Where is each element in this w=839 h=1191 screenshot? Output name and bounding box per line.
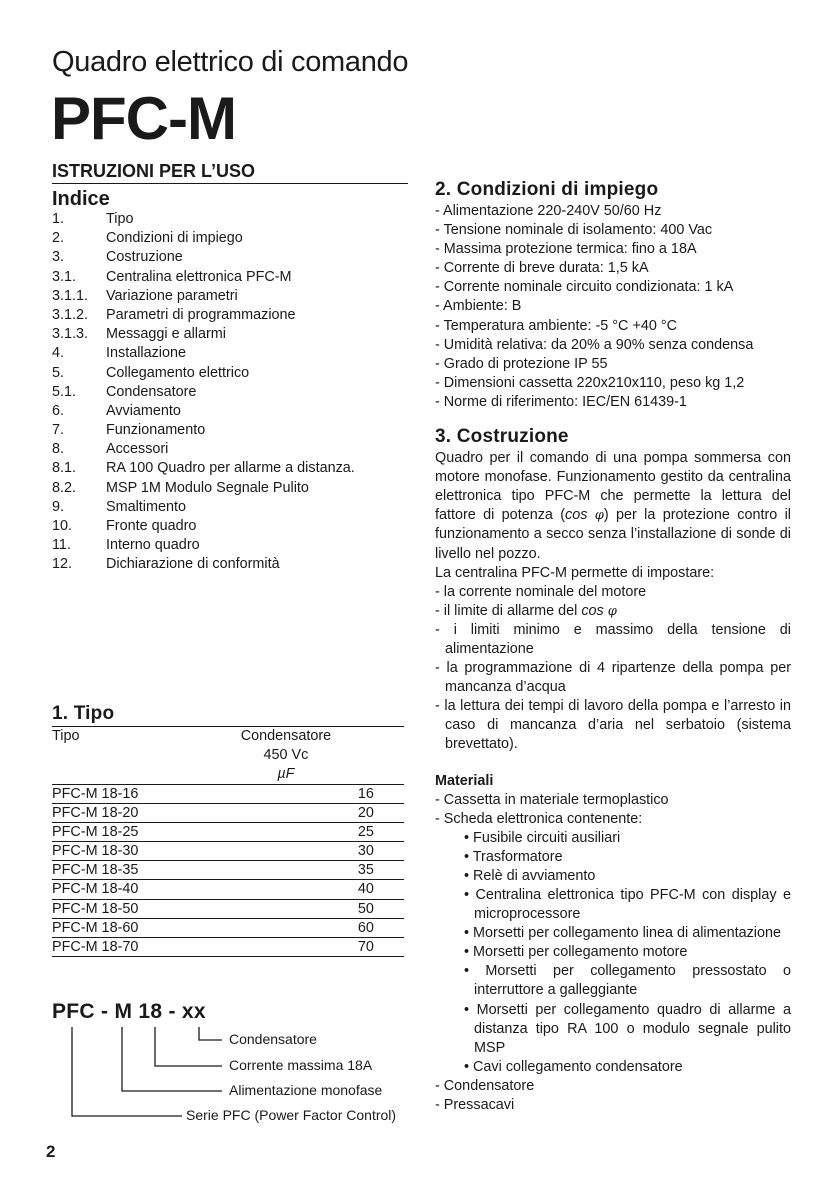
condizioni-item: - Norme di riferimento: IEC/EN 61439-1 (435, 393, 687, 410)
model-cell: PFC-M 18-16 (52, 785, 168, 804)
toc-item (52, 421, 408, 440)
model-cell: PFC-M 18-35 (52, 861, 168, 880)
toc-item (52, 440, 408, 459)
toc-item (52, 325, 408, 344)
toc-label: MSP 1M Modulo Segnale Pulito (106, 479, 309, 496)
col-header-unit: µF (277, 766, 295, 782)
materiali-bullet: • Morsetti per collegamento quadro di allarme a distanza tipo RA 100 o modulo segnale pulito MSP (464, 1001, 791, 1056)
condizioni-item: - Alimentazione 220-240V 50/60 Hz (435, 203, 662, 219)
toc-number: 5.1. (52, 383, 77, 400)
right-column (435, 179, 791, 1115)
toc-item (52, 383, 408, 402)
toc-label: Condizioni di impiego (106, 230, 243, 247)
toc-item (52, 364, 408, 383)
phi-symbol: φ (607, 603, 617, 619)
materiali-item: - Scheda elettronica contenente: (435, 810, 643, 827)
table-row (52, 937, 404, 956)
page-number: 2 (46, 1142, 56, 1161)
toc-label: Dichiarazione di conformità (106, 556, 280, 573)
condizioni-item: - Tensione nominale di isolamento: 400 Vac (435, 222, 713, 239)
table-row (52, 804, 404, 823)
condizioni-heading: 2. Condizioni di impiego (435, 179, 659, 200)
capacitance-cell: 25 (168, 823, 404, 842)
model-cell: PFC-M 18-40 (52, 880, 168, 899)
toc-label: Avviamento (106, 402, 181, 419)
cos-text: cos (581, 602, 604, 619)
toc-label: Messaggi e allarmi (106, 326, 226, 343)
toc-number: 4. (52, 345, 65, 362)
capacitance-cell: 50 (168, 899, 404, 918)
toc-number: 12. (52, 556, 73, 573)
table-row (52, 861, 404, 880)
code-label-alimentazione: Alimentazione monofase (229, 1082, 383, 1098)
toc-label: Tipo (106, 211, 134, 227)
condizioni-item: - Massima protezione termica: fino a 18A (435, 241, 697, 258)
capacitance-cell: 60 (168, 918, 404, 937)
toc-label: RA 100 Quadro per allarme a distanza. (106, 460, 355, 477)
model-code-title: PFC - M 18 - xx (52, 1000, 206, 1023)
instructions-heading: ISTRUZIONI PER L’USO (52, 161, 408, 184)
toc-label: Centralina elettronica PFC-M (106, 268, 292, 285)
materiali-bullet: • Morsetti per collegamento linea di alimentazione (464, 925, 782, 942)
table-row (52, 785, 404, 804)
toc-item (52, 344, 408, 363)
toc-number: 3.1. (52, 268, 77, 285)
toc-number: 7. (52, 422, 65, 439)
toc-item (52, 210, 408, 229)
toc-label: Interno quadro (106, 537, 200, 554)
toc-number: 3.1.3. (52, 326, 89, 343)
materiali-item: - Cassetta in materiale termoplastico (435, 791, 669, 808)
toc-label: Condensatore (106, 383, 197, 400)
costruzione-item: - la programmazione di 4 ripartenze della pompa per mancanza d’acqua (435, 660, 791, 696)
materiali-bullet: • Morsetti per collegamento pressostato o interruttore a galleggiante (464, 963, 791, 999)
toc-number: 2. (52, 230, 65, 247)
table-row (52, 899, 404, 918)
costruzione-item: - i limiti minimo e massimo della tensione di alimentazione (435, 621, 791, 657)
costruzione-text: ) per la protezione contro il funzionamento a secco senza l’installazione di sonde di livello nel pozzo. (435, 507, 791, 562)
materiali-bullet: • Cavi collegamento condensatore (464, 1058, 683, 1075)
col-header-voltage: 450 Vc (263, 747, 309, 763)
costruzione-paragraph (435, 449, 791, 564)
capacitance-cell: 40 (168, 880, 404, 899)
toc-number: 10. (52, 518, 73, 534)
toc-item (52, 306, 408, 325)
toc-label: Collegamento elettrico (106, 364, 250, 381)
table-of-contents (52, 210, 408, 575)
toc-number: 8. (52, 441, 65, 458)
toc-label: Smaltimento (106, 498, 186, 515)
toc-item (52, 459, 408, 478)
costruzione-item: - la corrente nominale del motore (435, 583, 647, 600)
condizioni-item: - Corrente nominale circuito condizionata: 1 kA (435, 279, 734, 296)
toc-item (52, 479, 408, 498)
tipo-table (52, 726, 404, 957)
capacitance-cell: 20 (168, 804, 404, 823)
model-cell: PFC-M 18-70 (52, 937, 168, 956)
phi-symbol: φ (594, 508, 604, 524)
col-header-condensatore: Condensatore (168, 727, 404, 747)
materiali-bullet: • Morsetti per collegamento motore (464, 944, 688, 961)
cos-text: cos (565, 507, 588, 524)
toc-label: Costruzione (106, 249, 183, 266)
toc-item (52, 498, 408, 517)
costruzione-item-text: - il limite di allarme del (435, 602, 582, 619)
condizioni-list (435, 202, 791, 412)
toc-number: 3. (52, 249, 65, 266)
index-section (52, 161, 408, 575)
table-row (52, 880, 404, 899)
toc-item (52, 229, 408, 248)
model-cell: PFC-M 18-50 (52, 899, 168, 918)
toc-number: 5. (52, 364, 65, 381)
toc-label: Accessori (106, 441, 169, 458)
condizioni-item: - Dimensioni cassetta 220x210x110, peso kg 1,2 (435, 374, 745, 391)
toc-item (52, 536, 408, 555)
model-cell: PFC-M 18-25 (52, 823, 168, 842)
condizioni-item: - Corrente di breve durata: 1,5 kA (435, 260, 649, 277)
costruzione-item (435, 602, 791, 621)
tipo-heading: 1. Tipo (52, 703, 115, 724)
code-label-serie: Serie PFC (Power Factor Control) (186, 1107, 397, 1123)
toc-number: 1. (52, 211, 65, 227)
materiali-bullet: • Relè di avviamento (464, 867, 596, 884)
toc-item (52, 287, 408, 306)
toc-label: Variazione parametri (106, 287, 238, 304)
materiali-item: - Pressacavi (435, 1097, 515, 1114)
materiali-bullet: • Fusibile circuiti ausiliari (464, 829, 621, 846)
table-row (52, 823, 404, 842)
toc-label: Parametri di programmazione (106, 306, 296, 323)
capacitance-cell: 35 (168, 861, 404, 880)
costruzione-item: - la lettura dei tempi di lavoro della pompa e l’arresto in caso di mancanza d’aria nel serbatoio (sistema brevettato). (435, 698, 791, 753)
toc-label: Installazione (106, 345, 186, 362)
materiali-item: - Condensatore (435, 1077, 535, 1094)
toc-number: 11. (52, 537, 71, 554)
toc-number: 3.1.1. (52, 287, 89, 304)
model-code-diagram (52, 1000, 412, 1135)
toc-number: 3.1.2. (52, 306, 89, 323)
condizioni-item: - Temperatura ambiente: -5 °C +40 °C (435, 317, 678, 334)
bracket-line-serie (72, 1027, 182, 1116)
condizioni-item: - Grado di protezione IP 55 (435, 355, 608, 372)
materiali-bullet: • Trasformatore (464, 848, 563, 865)
capacitance-cell: 16 (168, 785, 404, 804)
bracket-line-corrente (155, 1027, 222, 1066)
toc-number: 9. (52, 498, 65, 515)
model-cell: PFC-M 18-60 (52, 918, 168, 937)
condizioni-item: - Umidità relativa: da 20% a 90% senza condensa (435, 336, 754, 353)
toc-label: Funzionamento (106, 422, 206, 439)
materiali-bullet: • Centralina elettronica tipo PFC-M con display e microprocessore (464, 887, 791, 923)
table-row (52, 842, 404, 861)
costruzione-heading: 3. Costruzione (435, 426, 569, 448)
toc-number: 8.2. (52, 479, 77, 496)
table-row (52, 918, 404, 937)
toc-item (52, 402, 408, 421)
toc-item (52, 248, 408, 267)
capacitance-cell: 70 (168, 937, 404, 956)
capacitance-cell: 30 (168, 842, 404, 861)
condizioni-item: - Ambiente: B (435, 298, 522, 315)
materiali-heading: Materiali (435, 772, 494, 789)
index-heading: Indice (52, 188, 110, 210)
col-header-tipo: Tipo (52, 727, 168, 747)
bracket-line-alimentazione (122, 1027, 222, 1091)
costruzione-intro: La centralina PFC-M permette di impostare: (435, 564, 715, 581)
toc-item (52, 555, 408, 574)
toc-item (52, 268, 408, 287)
toc-item (52, 517, 408, 536)
code-label-corrente: Corrente massima 18A (229, 1057, 373, 1073)
toc-label: Fronte quadro (106, 518, 197, 534)
costruzione-text: Quadro per il comando di una pompa sommersa con motore monofase. Funzionamento gestito da centralina elettronica tipo PFC-M che permette la lettura del fattore di potenza ( (435, 450, 791, 524)
bracket-line-condensatore (199, 1027, 222, 1040)
toc-number: 6. (52, 402, 65, 419)
tipo-section (52, 703, 404, 957)
model-cell: PFC-M 18-20 (52, 804, 168, 823)
toc-number: 8.1. (52, 460, 77, 477)
model-cell: PFC-M 18-30 (52, 842, 168, 861)
document-subtitle: Quadro elettrico di comando (52, 46, 409, 78)
code-label-condensatore: Condensatore (229, 1031, 317, 1047)
document-title: PFC-M (51, 85, 236, 152)
